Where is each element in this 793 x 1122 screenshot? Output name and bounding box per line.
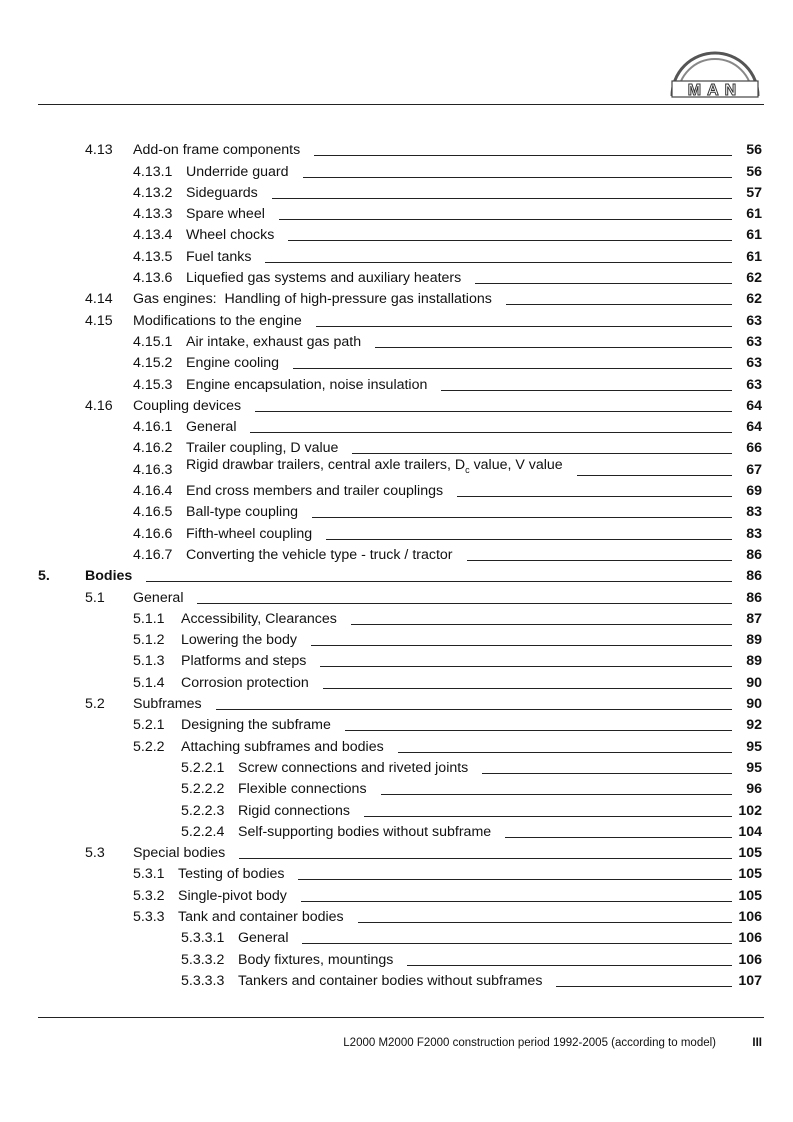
toc-entry[interactable] [0,183,793,204]
toc-title: Single-pivot body [178,887,287,904]
toc-entry[interactable] [0,800,793,821]
toc-page-number: 63 [746,355,762,372]
toc-number: 4.16 [85,397,113,414]
toc-leader [312,517,732,518]
toc-number: 4.13.5 [133,248,173,265]
toc-title: Modifications to the engine [133,312,302,329]
toc-leader [381,794,732,795]
toc-leader [375,347,732,348]
toc-page-number: 61 [746,227,762,244]
toc-entry[interactable] [0,651,793,672]
toc-leader [250,432,732,433]
toc-title: Designing the subframe [181,717,331,734]
toc-page-number: 95 [746,738,762,755]
toc-number: 4.16.7 [133,546,173,563]
toc-title: Subframes [133,696,202,713]
toc-number: 4.16.1 [133,419,173,436]
toc-entry[interactable] [0,161,793,182]
toc-page-number: 90 [746,674,762,691]
toc-entry[interactable] [0,332,793,353]
toc-page-number: 57 [746,184,762,201]
toc-title: Add-on frame components [133,142,301,159]
toc-number: 5. [38,568,50,585]
toc-page-number: 62 [746,291,762,308]
toc-leader [298,879,732,880]
toc-entry[interactable] [0,673,793,694]
toc-number: 5.3.3.1 [181,930,225,947]
toc-entry[interactable] [0,864,793,885]
toc-number: 4.16.3 [133,461,173,478]
toc-leader [320,666,732,667]
toc-title: Rigid connections [238,802,350,819]
toc-title: Screw connections and riveted joints [238,759,469,776]
header-rule [38,104,764,105]
toc-entry[interactable] [0,310,793,331]
toc-title: Body fixtures, mountings [238,951,394,968]
toc-title: Wheel chocks [186,227,275,244]
toc-number: 4.13.1 [133,163,173,180]
toc-page-number: 66 [746,440,762,457]
toc-leader [316,326,732,327]
toc-title: Engine cooling [186,355,280,372]
toc-leader [302,943,732,944]
toc-page-number: 83 [746,525,762,542]
toc-leader [265,262,732,263]
toc-title: Tankers and container bodies without subframes [238,972,543,989]
footer-text: L2000 M2000 F2000 construction period 1992-2005 (according to model) [343,1037,716,1049]
toc-title: Platforms and steps [181,653,307,670]
toc-entry[interactable] [0,140,793,161]
toc-leader [577,475,732,476]
toc-page-number: 64 [746,397,762,414]
toc-title: Flexible connections [238,781,367,798]
toc-page-number: 96 [746,781,762,798]
toc-page-number: 102 [738,802,762,819]
toc-number: 4.13.3 [133,206,173,223]
toc-title: Air intake, exhaust gas path [186,333,362,350]
toc-page-number: 95 [746,759,762,776]
toc-number: 4.13.2 [133,184,173,201]
toc-page-number: 107 [738,972,762,989]
toc-leader [364,816,732,817]
toc-number: 5.1 [85,589,105,606]
toc-entry[interactable] [0,374,793,395]
toc-number: 5.2.1 [133,717,165,734]
toc-leader [441,390,732,391]
toc-page-number: 63 [746,312,762,329]
toc-number: 5.1.2 [133,632,165,649]
toc-entry[interactable] [0,417,793,438]
toc-page-number: 86 [746,546,762,563]
toc-entry[interactable] [0,523,793,544]
toc-page-number: 87 [746,610,762,627]
toc-page-number: 90 [746,696,762,713]
toc-title-part: Rigid drawbar trailers, central axle trailers, D [186,456,466,473]
toc-title: Attaching subframes and bodies [181,738,384,755]
toc-number: 4.16.2 [133,440,173,457]
toc-title: Coupling devices [133,397,242,414]
toc-entry[interactable] [0,630,793,651]
toc-leader [352,453,732,454]
toc-entry[interactable] [0,396,793,417]
page-number: III [752,1037,762,1049]
toc-page-number: 61 [746,248,762,265]
toc-title: Ball-type coupling [186,504,298,521]
svg-text:MAN: MAN [687,82,743,99]
toc-leader [398,752,732,753]
toc-title: General [186,419,237,436]
toc-page-number: 83 [746,504,762,521]
toc-entry[interactable] [0,609,793,630]
toc-number: 4.14 [85,291,113,308]
toc-number: 4.13.4 [133,227,173,244]
toc-title: Liquefied gas systems and auxiliary heaters [186,270,462,287]
toc-leader [216,709,732,710]
toc-entry[interactable] [0,204,793,225]
toc-title: Self-supporting bodies without subframe [238,823,492,840]
toc-entry[interactable] [0,268,793,289]
toc-number: 5.1.4 [133,674,165,691]
toc-page-number: 64 [746,419,762,436]
toc-entry[interactable] [0,247,793,268]
toc-title: Testing of bodies [178,866,285,883]
toc-page-number: 86 [746,568,762,585]
toc-leader [301,901,732,902]
toc-title: Tank and container bodies [178,909,344,926]
toc-entry[interactable] [0,758,793,779]
toc-leader [288,240,732,241]
toc-number: 5.2.2.3 [181,802,225,819]
toc-entry[interactable] [0,587,793,608]
toc-page-number: 63 [746,376,762,393]
toc-leader [311,645,732,646]
toc-number: 5.3.2 [133,887,165,904]
toc-leader [467,560,732,561]
toc-entry[interactable] [0,353,793,374]
toc-number: 5.3.3.3 [181,972,225,989]
toc-title: Accessibility, Clearances [181,610,337,627]
toc-entry[interactable] [0,736,793,757]
toc-title-part: value, V value [469,456,563,473]
toc-page-number: 106 [738,909,762,926]
toc-number: 4.15.2 [133,355,173,372]
toc-page-number: 69 [746,483,762,500]
toc-leader [358,922,732,923]
toc-title: Lowering the body [181,632,297,649]
toc-entry[interactable] [0,779,793,800]
toc-page-number: 105 [738,866,762,883]
toc-entry[interactable] [0,481,793,502]
toc-leader [255,411,732,412]
toc-page-number: 56 [746,142,762,159]
toc-page-number: 56 [746,163,762,180]
toc-leader [314,155,732,156]
toc-page-number: 105 [738,845,762,862]
man-logo [666,44,764,100]
toc-entry[interactable] [0,502,793,523]
toc-title [186,457,563,479]
toc-number: 4.16.6 [133,525,173,542]
toc-title: Spare wheel [186,206,265,223]
toc-leader [345,730,732,731]
toc-title: End cross members and trailer couplings [186,483,444,500]
toc-title: Gas engines: Handling of high-pressure gas installations [133,291,492,308]
toc-number: 5.2.2.1 [181,759,225,776]
toc-entry[interactable] [0,715,793,736]
toc-leader [272,198,732,199]
toc-leader [326,539,732,540]
toc-number: 5.2.2 [133,738,165,755]
toc-entry[interactable] [0,225,793,246]
toc-leader [323,688,732,689]
toc-entry[interactable] [0,886,793,907]
toc-number: 5.2 [85,696,105,713]
toc-number: 4.13.6 [133,270,173,287]
toc-number: 4.16.5 [133,504,173,521]
toc-entry[interactable] [0,694,793,715]
toc-entry[interactable] [0,949,793,970]
toc-title: Underride guard [186,163,289,180]
toc-leader [279,219,732,220]
toc-page-number: 106 [738,930,762,947]
toc-number: 5.3.3 [133,909,165,926]
toc-page-number: 62 [746,270,762,287]
toc-number: 5.1.1 [133,610,165,627]
toc-title: Engine encapsulation, noise insulation [186,376,428,393]
toc-title: Bodies [85,568,133,585]
toc-page-number: 92 [746,717,762,734]
toc-entry[interactable] [0,566,793,587]
toc-leader [556,986,732,987]
toc-page-number: 67 [746,461,762,478]
toc-leader [197,603,732,604]
toc-title: Fifth-wheel coupling [186,525,313,542]
toc-page-number: 61 [746,206,762,223]
toc-number: 5.2.2.4 [181,823,225,840]
toc-leader [482,773,732,774]
toc-title: Special bodies [133,845,226,862]
toc-number: 4.13 [85,142,113,159]
toc-number: 4.16.4 [133,483,173,500]
toc-title-subscript: c [465,464,470,475]
toc-leader [407,965,732,966]
toc-number: 5.3 [85,845,105,862]
toc-title: Fuel tanks [186,248,252,265]
toc-title: Sideguards [186,184,258,201]
toc-number: 5.3.3.2 [181,951,225,968]
toc-leader [475,283,732,284]
toc-number: 5.2.2.2 [181,781,225,798]
toc-leader [457,496,732,497]
toc-entry[interactable] [0,907,793,928]
toc-leader [351,624,732,625]
toc-page-number: 63 [746,333,762,350]
toc-number: 5.1.3 [133,653,165,670]
toc-entry[interactable] [0,545,793,566]
toc-leader [239,858,732,859]
toc-page-number: 89 [746,653,762,670]
toc-number: 4.15.3 [133,376,173,393]
toc-leader [146,581,732,582]
toc-page-number: 86 [746,589,762,606]
toc-entry[interactable] [0,928,793,949]
toc-page-number: 89 [746,632,762,649]
toc-title: Trailer coupling, D value [186,440,339,457]
toc-title: General [133,589,184,606]
toc-number: 4.15.1 [133,333,173,350]
toc-leader [303,177,732,178]
toc-entry[interactable] [0,971,793,992]
toc-title: General [238,930,289,947]
toc-entry[interactable] [0,289,793,310]
footer-rule [38,1017,764,1018]
toc-entry[interactable] [0,822,793,843]
toc-leader [293,368,732,369]
toc-number: 4.15 [85,312,113,329]
toc-entry[interactable] [0,843,793,864]
toc-page-number: 105 [738,887,762,904]
toc-entry[interactable] [0,456,793,481]
toc-title: Corrosion protection [181,674,309,691]
toc-page-number: 104 [738,823,762,840]
toc-title: Converting the vehicle type - truck / tractor [186,546,453,563]
toc-page-number: 106 [738,951,762,968]
toc-leader [505,837,732,838]
toc-leader [506,304,732,305]
toc-number: 5.3.1 [133,866,165,883]
